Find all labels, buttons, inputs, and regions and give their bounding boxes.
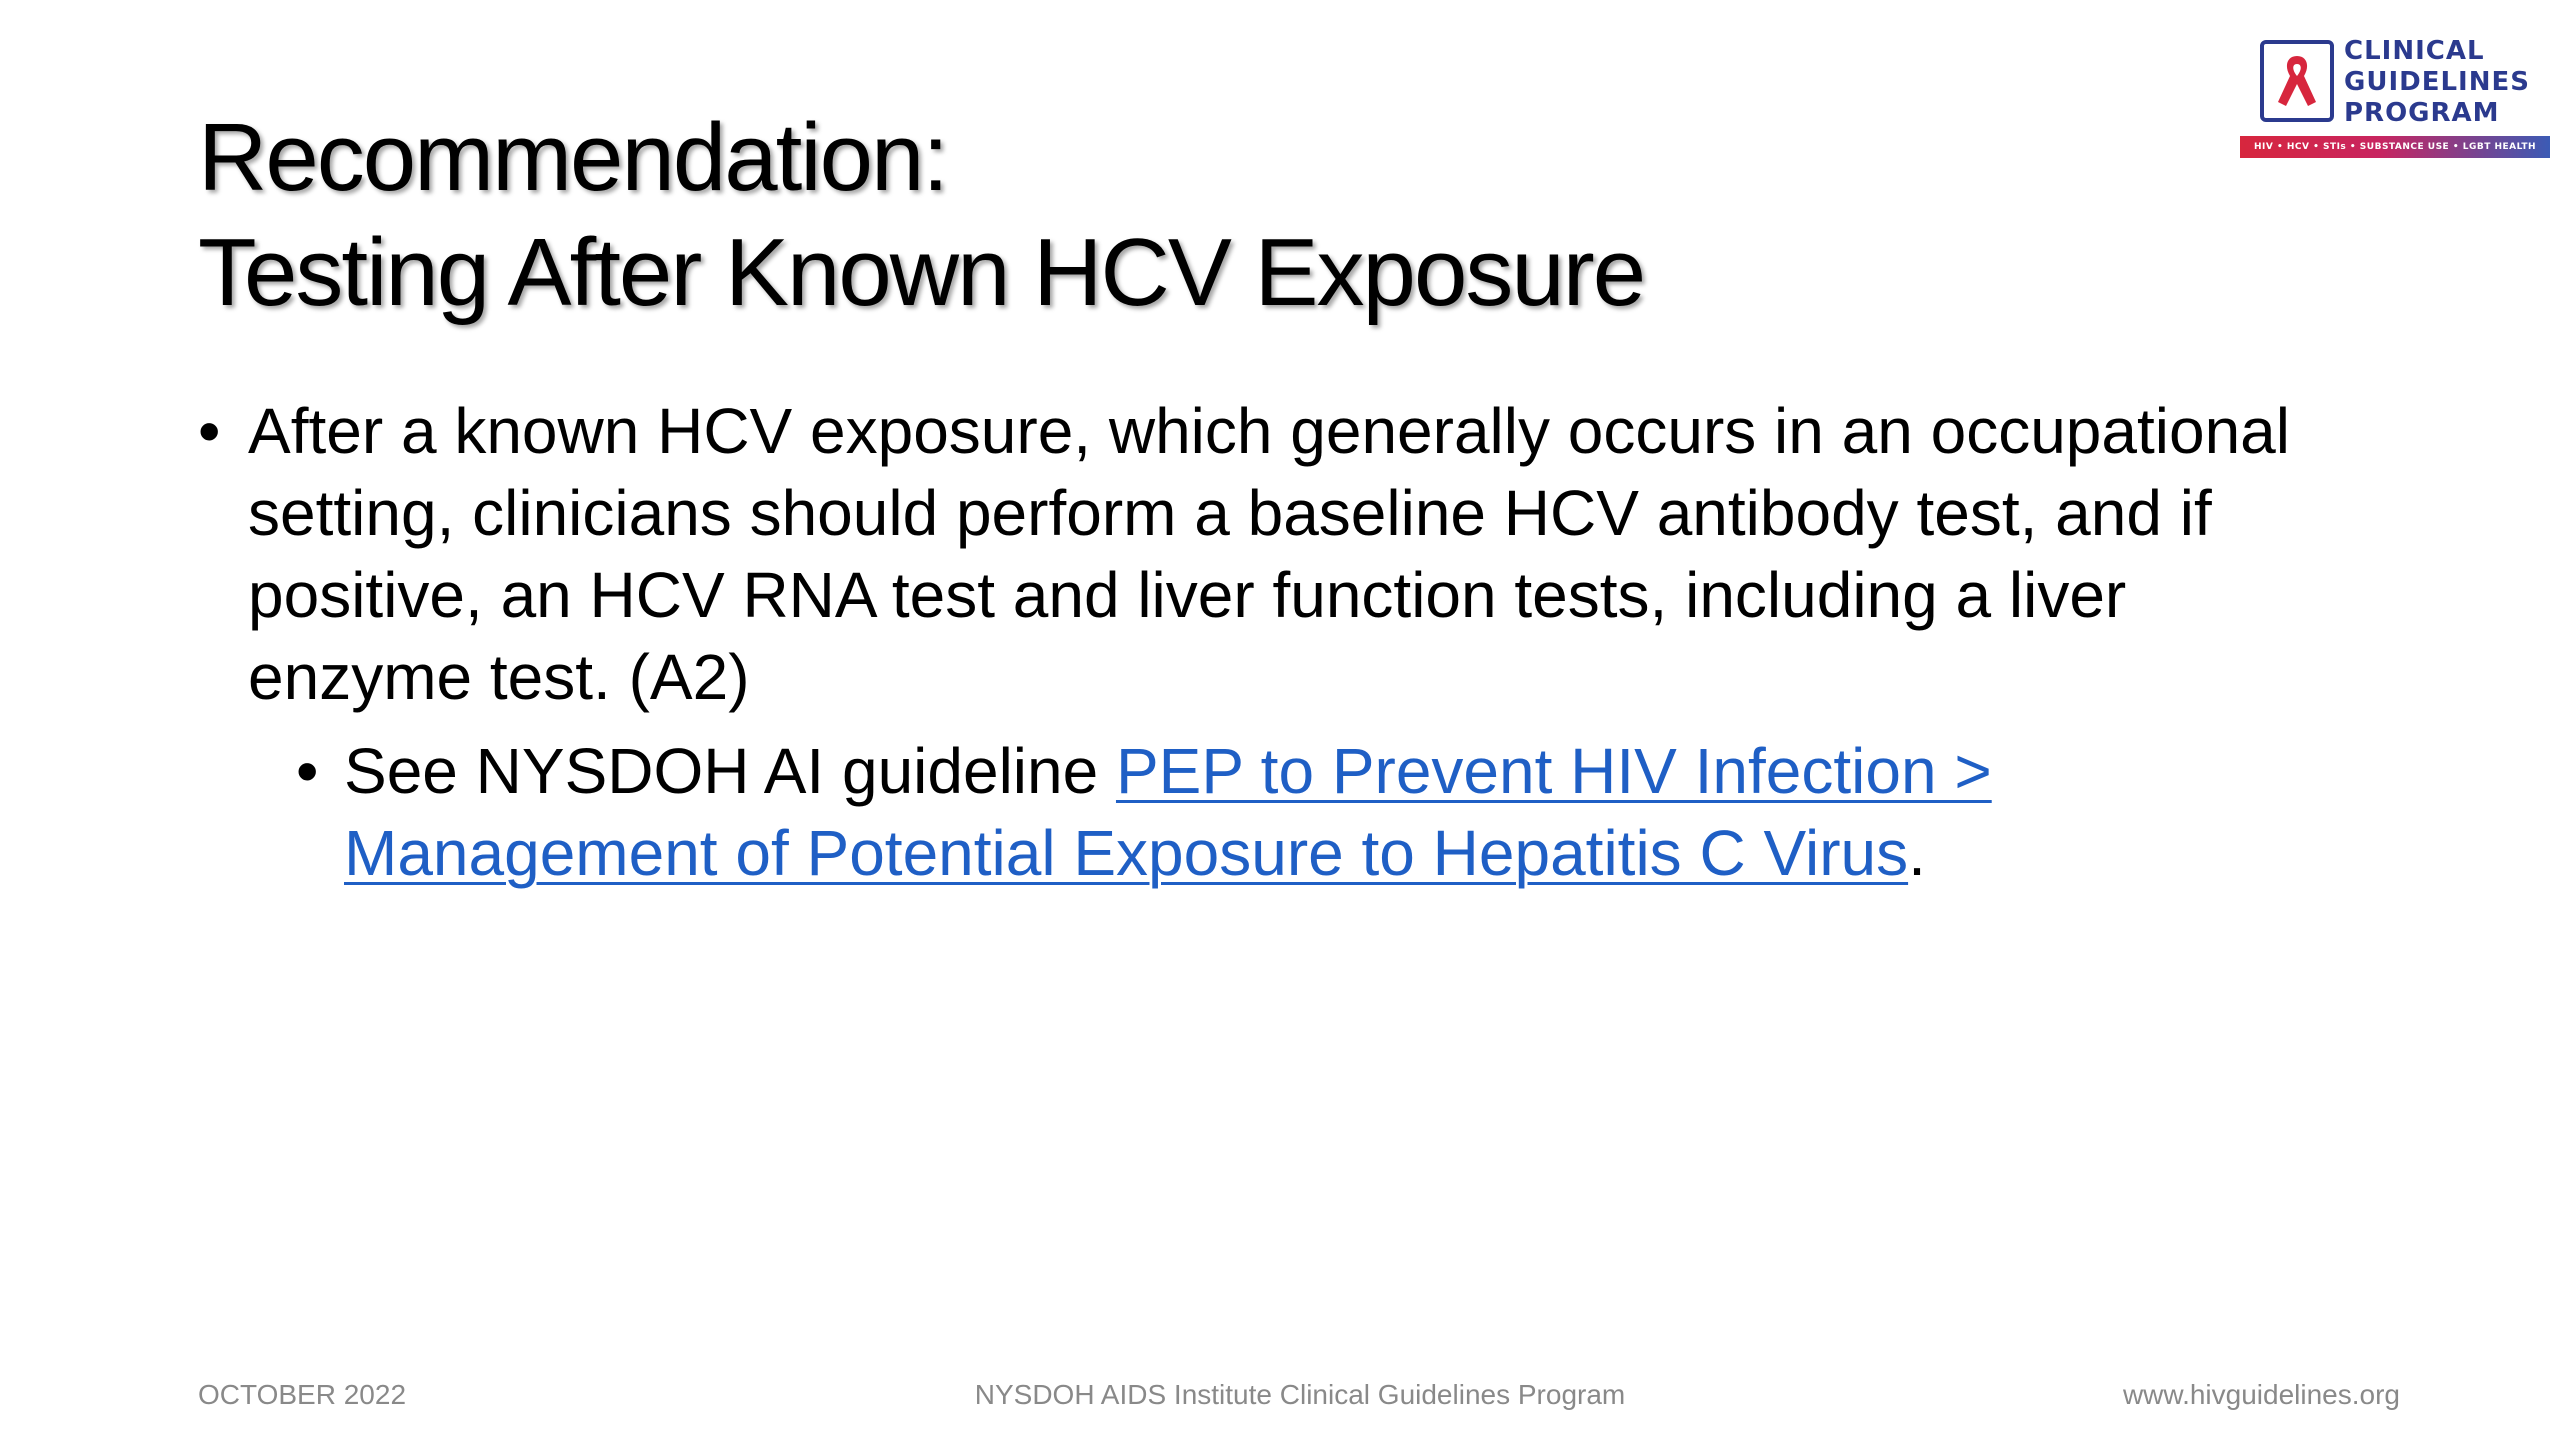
bullet-text: After a known HCV exposure, which generally occurs in an occupational setting, clinicians should perform a baseline HCV antibody test, and if positive, an HCV RNA test and liver function tests, including a liver enzyme test. (A2) bbox=[248, 395, 2290, 713]
sub-bullet-prefix: See NYSDOH AI guideline bbox=[344, 735, 1116, 807]
bullet-item bbox=[198, 390, 2298, 718]
logo-wordmark bbox=[2344, 36, 2530, 129]
logo-tagline-band: HIV • HCV • STIs • SUBSTANCE USE • LGBT HEALTH bbox=[2240, 136, 2550, 158]
sub-bullet-suffix: . bbox=[1908, 817, 1926, 889]
clinical-guidelines-program-logo bbox=[2240, 36, 2550, 162]
footer-website: www.hivguidelines.org bbox=[2122, 1379, 2400, 1410]
title-line-2: Testing After Known HCV Exposure bbox=[198, 219, 1645, 326]
footer-program: NYSDOH AIDS Institute Clinical Guidelines Program bbox=[974, 1379, 1626, 1410]
logo-line-1: CLINICAL bbox=[2344, 36, 2485, 66]
logo-line-2: GUIDELINES bbox=[2344, 67, 2530, 97]
guideline-link[interactable]: PEP to Prevent HIV Infection > Management of Potential Exposure to Hepatitis C Virus bbox=[344, 735, 1992, 889]
red-ribbon-icon bbox=[2260, 40, 2334, 122]
footer-date: OCTOBER 2022 bbox=[198, 1379, 407, 1410]
bullet-dot: • bbox=[198, 395, 221, 467]
sub-bullet-dot: • bbox=[296, 735, 319, 807]
slide-title bbox=[198, 100, 2098, 330]
logo-line-3: PROGRAM bbox=[2344, 98, 2500, 128]
sub-bullet-item bbox=[198, 730, 2298, 894]
title-line-1: Recommendation: bbox=[198, 104, 948, 211]
slide-body bbox=[198, 390, 2298, 894]
